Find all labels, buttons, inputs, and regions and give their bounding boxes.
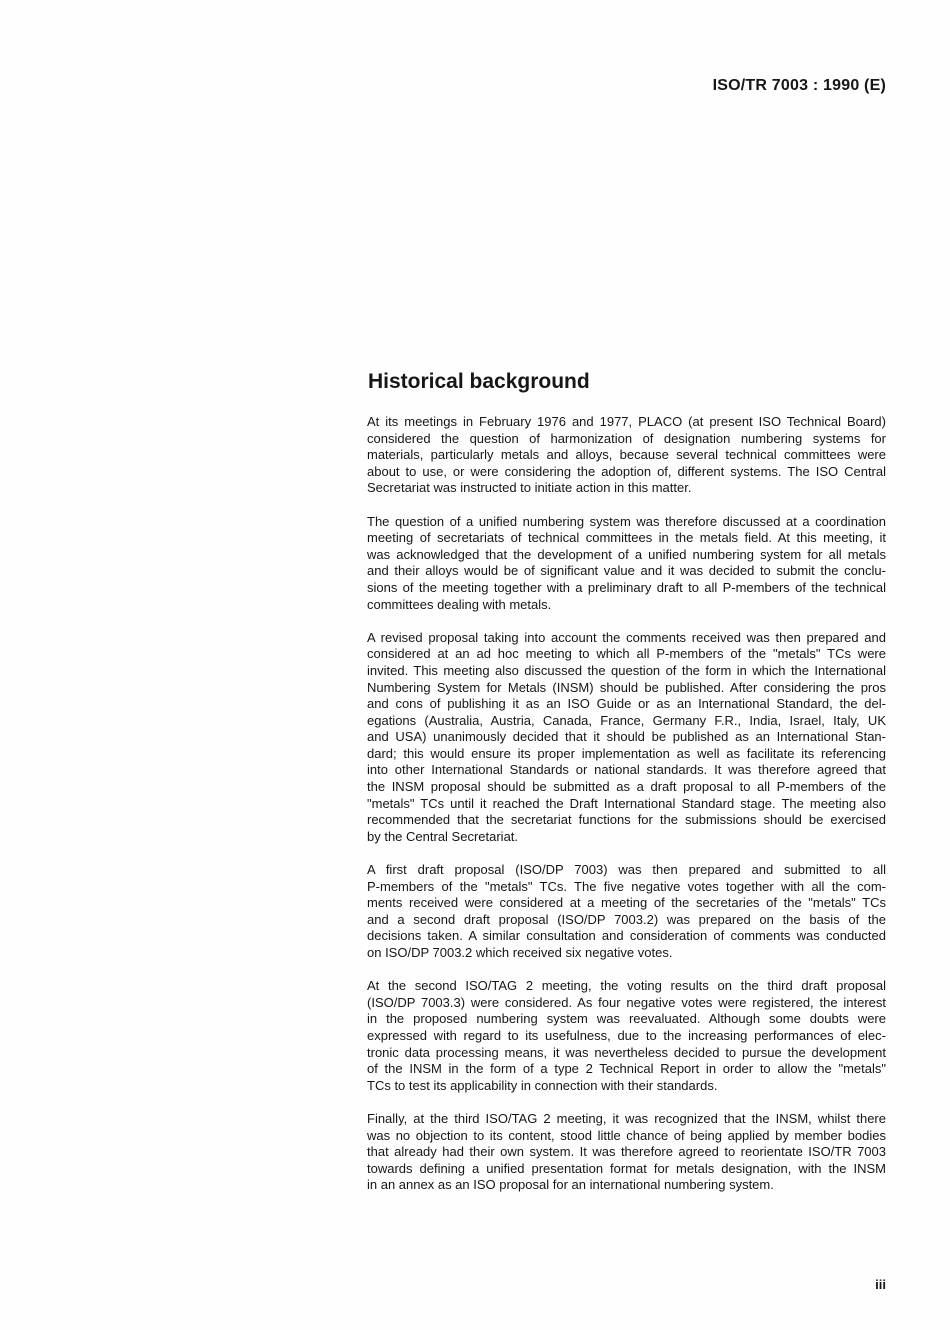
paragraph-5 xyxy=(367,978,886,1094)
text-line: P-members of the "metals" TCs. The five negative votes together with all the com- xyxy=(367,878,886,894)
section-title: Historical background xyxy=(368,370,590,393)
page-number: iii xyxy=(875,1277,886,1292)
text-line: (ISO/DP 7003.3) were considered. As four negative votes were registered, the interest xyxy=(367,994,886,1010)
text-line: towards defining a unified presentation format for metals designation, with the INSM xyxy=(367,1160,886,1176)
text-line: "metals" TCs until it reached the Draft International Standard stage. The meeting also xyxy=(367,795,886,811)
text-line: The question of a unified numbering system was therefore discussed at a coordination xyxy=(367,513,886,529)
text-line: Numbering System for Metals (INSM) should be published. After considering the pros xyxy=(367,679,886,695)
paragraph-3 xyxy=(367,630,886,846)
text-line: A revised proposal taking into account the comments received was then prepared and xyxy=(367,629,886,645)
text-line: and USA) unanimously decided that it should be published as an International Stan- xyxy=(367,729,886,745)
text-line: in an annex as an ISO proposal for an international numbering system. xyxy=(367,1177,774,1193)
text-line: into other International Standards or national standards. It was therefore agreed that xyxy=(367,762,886,778)
text-line: was no objection to its content, stood little chance of being applied by member bodies xyxy=(367,1127,886,1143)
text-line: egations (Australia, Austria, Canada, France, Germany F.R., India, Israel, Italy, UK xyxy=(367,712,886,728)
text-line: by the Central Secretariat. xyxy=(367,828,519,844)
text-line: tronic data processing means, it was nevertheless decided to pursue the development xyxy=(367,1044,886,1060)
paragraph-4 xyxy=(367,862,886,962)
text-line: and a second draft proposal (ISO/DP 7003.2) was prepared on the basis of the xyxy=(367,911,886,927)
text-line: meeting of secretariats of technical committees in the metals field. At this meeting, it xyxy=(367,530,886,546)
body-text xyxy=(367,414,886,1211)
text-line: in the proposed numbering system was reevaluated. Although some doubts were xyxy=(367,1011,886,1027)
text-line: and their alloys would be of significant value and it was decided to submit the conclu- xyxy=(367,563,886,579)
text-line: sions of the meeting together with a preliminary draft to all P-members of the technical xyxy=(367,579,886,595)
text-line: At its meetings in February 1976 and 1977, PLACO (at present ISO Technical Board) xyxy=(367,414,886,429)
text-line: of the INSM in the form of a type 2 Technical Report in order to allow the "metals" xyxy=(367,1061,886,1077)
text-line: committees dealing with metals. xyxy=(367,596,552,612)
text-line: was acknowledged that the development of a unified numbering system for all metals xyxy=(367,546,886,562)
text-line: that already had their own system. It was therefore agreed to reorientate ISO/TR 7003 xyxy=(367,1144,886,1160)
text-line: dard; this would ensure its proper implementation as well as facilitate its referencing xyxy=(367,745,886,761)
text-line: materials, particularly metals and alloys, because several technical committees were xyxy=(367,447,886,463)
text-line: and cons of publishing it as an ISO Guide or as an International Standard, the del- xyxy=(367,696,886,712)
text-line: expressed with regard to its usefulness, due to the increasing performances of elec- xyxy=(367,1027,886,1043)
text-line: TCs to test its applicability in connection with their standards. xyxy=(367,1077,718,1093)
paragraph-6 xyxy=(367,1111,886,1194)
text-line: on ISO/DP 7003.2 which received six negative votes. xyxy=(367,945,673,960)
text-line: decisions taken. A similar consultation and consideration of comments was conducted xyxy=(367,928,886,944)
text-line: A first draft proposal (ISO/DP 7003) was then prepared and submitted to all xyxy=(367,862,886,878)
text-line: about to use, or were considering the adoption of, different systems. The ISO Central xyxy=(367,463,886,479)
document-reference: ISO/TR 7003 : 1990 (E) xyxy=(712,77,886,94)
text-line: recommended that the secretariat functions for the submissions should be exercised xyxy=(367,812,886,828)
text-line: Secretariat was instructed to initiate action in this matter. xyxy=(367,480,692,496)
text-line: Finally, at the third ISO/TAG 2 meeting, it was recognized that the INSM, whilst there xyxy=(367,1110,886,1126)
paragraph-2 xyxy=(367,514,886,614)
text-line: ments received were considered at a meeting of the secretaries of the "metals" TCs xyxy=(367,895,886,911)
text-line: invited. This meeting also discussed the question of the form in which the International xyxy=(367,662,886,678)
text-line: the INSM proposal should be submitted as a draft proposal to all P-members of the xyxy=(367,779,886,795)
text-line: considered the question of harmonization of designation numbering systems for xyxy=(367,430,886,446)
text-line: At the second ISO/TAG 2 meeting, the voting results on the third draft proposal xyxy=(367,978,886,994)
text-line: considered at an ad hoc meeting to which all P-members of the "metals" TCs were xyxy=(367,646,886,662)
paragraph-1 xyxy=(367,414,886,497)
